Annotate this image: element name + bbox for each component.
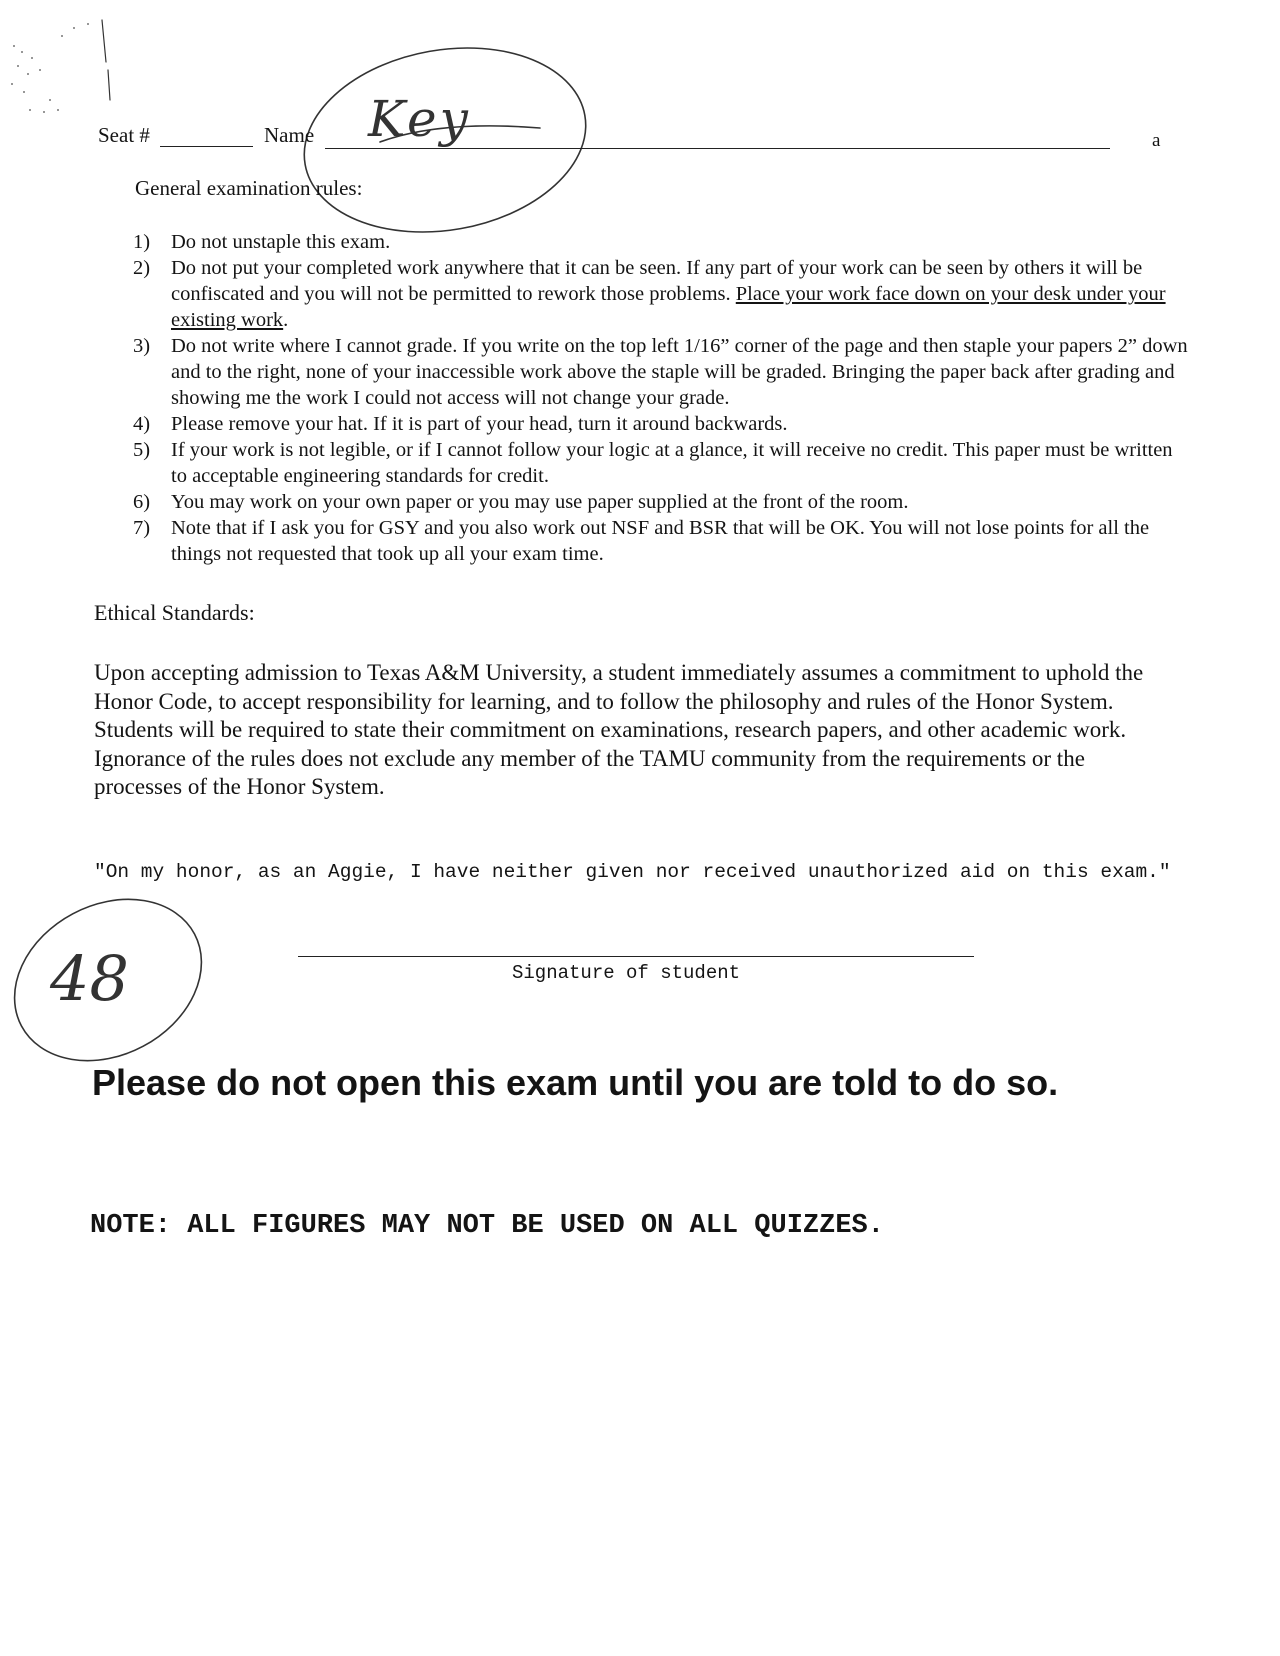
rule-number: 3) (133, 335, 151, 357)
rule-text: Do not write where I cannot grade. If you write on the top left 1/16” corner of the page and then staple your papers 2” down and to the right, none of your inaccessible work above the staple will be graded. Bringing the paper back after grading and showing me the work I could not access will not change your grade. (171, 335, 1188, 409)
rules-list (133, 229, 1188, 567)
rule-text: You may work on your own paper or you may use paper supplied at the front of the room. (171, 491, 909, 513)
rule-item (133, 411, 1188, 437)
rule-item (133, 437, 1188, 489)
figures-note: NOTE: ALL FIGURES MAY NOT BE USED ON ALL QUIZZES. (90, 1211, 884, 1241)
signature-field[interactable] (298, 956, 974, 957)
rule-item (133, 333, 1188, 411)
rule-text: Do not unstaple this exam. (171, 231, 391, 253)
rule-text: Please remove your hat. If it is part of your head, turn it around backwards. (171, 413, 788, 435)
rule-number: 6) (133, 491, 151, 513)
name-field[interactable] (325, 148, 1110, 149)
name-label: Name (264, 123, 315, 147)
rule-item (133, 255, 1188, 333)
staple-scribble (102, 20, 110, 100)
rule-number: 7) (133, 517, 151, 539)
handwritten-name: Key (368, 90, 471, 148)
honor-pledge: "On my honor, as an Aggie, I have neither given nor received unauthorized aid on this exam." (94, 861, 1171, 883)
handwritten-score: 48 (50, 942, 129, 1015)
signature-label: Signature of student (512, 962, 741, 984)
seat-label: Seat # (98, 123, 150, 147)
rule-text: If your work is not legible, or if I cannot follow your logic at a glance, it will receive no credit. This paper must be written to acceptable engineering standards for credit. (171, 439, 1173, 487)
rule-item (133, 515, 1188, 567)
seat-field[interactable] (160, 146, 253, 147)
rule-text-end: . (283, 309, 289, 331)
rule-number: 1) (133, 231, 151, 253)
rule-number: 5) (133, 439, 151, 461)
rule-text: Note that if I ask you for GSY and you also work out NSF and BSR that will be OK. You will not lose points for all the things not requested that took up all your exam time. (171, 517, 1150, 565)
rule-item (133, 229, 1188, 255)
rule-text-underlined: Place your work face down on your desk under your existing work (171, 283, 1166, 331)
ethics-paragraph: Upon accepting admission to Texas A&M University, a student immediately assumes a commitment to uphold the Honor Code, to accept responsibility for learning, and to follow the philosophy and rules of the Honor System. Students will be required to state their commitment on examinations, research papers, and other academic work. Ignorance of the rules does not exclude any member of the TAMU community from the requirements or the processes of the Honor System. (94, 660, 1144, 799)
rule-text: Do not put your completed work anywhere that it can be seen. If any part of your work can be seen by others it will be confiscated and you will not be permitted to rework those problems. (171, 257, 1143, 305)
rule-number: 4) (133, 413, 151, 435)
rule-number: 2) (133, 257, 151, 279)
ethics-heading: Ethical Standards: (94, 600, 255, 625)
do-not-open-warning: Please do not open this exam until you are told to do so. (92, 1062, 1059, 1103)
rule-item (133, 489, 1188, 515)
rules-heading: General examination rules: (135, 176, 363, 200)
exam-version-letter: a (1152, 130, 1161, 151)
